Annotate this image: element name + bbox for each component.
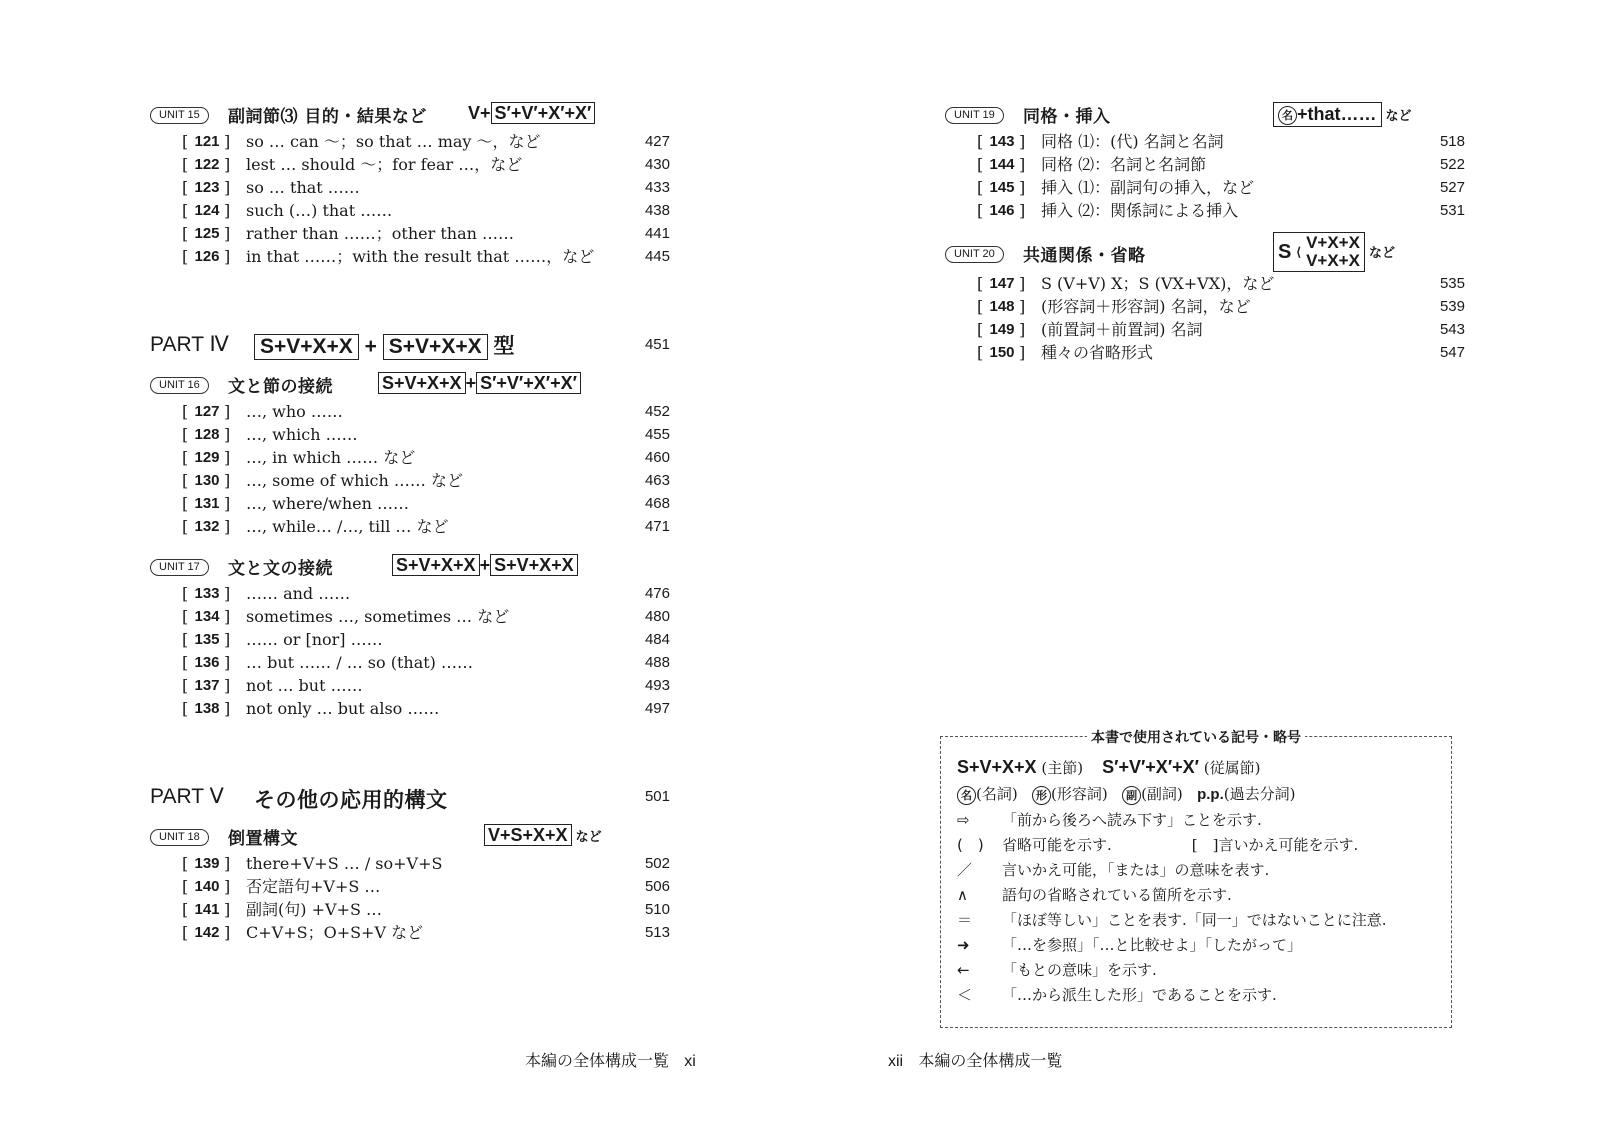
legend-title: 本書で使用されている記号・略号 [1087,727,1305,747]
list-item: [ 140 ] 否定語句+V+S … 506 [182,877,670,896]
legend-row: ⇨ 「前から後ろへ読み下す」ことを示す. [957,811,1262,829]
adjective-circle-icon: 形 [1032,786,1051,805]
slash-icon: ／ [957,861,973,879]
unit-formula [1273,102,1412,127]
legend-row: ∧ 語句の省略されている箇所を示す. [957,886,1232,904]
nado-label: など [1385,109,1412,124]
formula-box: S′+V′+X′+X′ [491,102,596,124]
list-item: [ 138 ] not only … but also …… 497 [182,699,670,718]
left-arrow-icon: ← [957,961,970,979]
list-item: [ 142 ] C+V+S；O+S+V など 513 [182,923,670,942]
unit19-entries [945,130,1465,222]
main-clause-note: (主節) [1041,759,1084,777]
list-item: [ 135 ] …… or [nor] …… 484 [182,630,670,649]
legend-row: ← 「もとの意味」を示す. [957,961,1157,979]
legend-row: ( ) 省略可能を示す. [ ]言いかえ可能を示す. [957,836,1359,854]
part-title: その他の応用的構文 [254,788,448,812]
footer-left [525,1048,696,1071]
left-column [150,100,670,944]
list-item: [ 122 ] lest … should 〜；for fear …，など 430 [182,155,670,174]
part-label: PART Ⅴ [150,785,224,808]
list-item: [ 124 ] such (…) that …… 438 [182,201,670,220]
adverb-circle-icon: 副 [1122,786,1141,805]
unit-title: 文と節の接続 [228,377,333,397]
list-item: [ 143 ] 同格 ⑴：(代) 名詞と名詞 518 [977,132,1465,151]
unit-tag: UNIT 19 [945,107,1004,124]
list-item: [ 128 ] …, which …… 455 [182,425,670,444]
subject-s: S [1278,241,1292,263]
noun-circle-icon: 名 [1278,106,1297,125]
unit-formula [484,824,602,846]
formula-box: S+V+X+X [490,554,578,576]
list-item: [ 146 ] 挿入 ⑵：関係詞による挿入 531 [977,201,1465,220]
legend-row-clauses [957,757,1260,778]
unit17-entries [150,582,670,720]
formula-suffix: 型 [493,334,515,358]
part-formula [254,330,514,360]
part-page: 501 [644,788,670,805]
unit17-header [150,552,670,582]
unit16-header [150,370,670,400]
part4-header [150,326,670,370]
list-item: [ 147 ] S (V+V) X；S (VX+VX)，など 535 [977,274,1465,293]
unit-tag: UNIT 18 [150,829,209,846]
list-item: [ 123 ] so … that …… 433 [182,178,670,197]
unit20-header [945,233,1465,272]
list-item: [ 121 ] so … can 〜；so that … may 〜，など 427 [182,132,670,151]
list-item: [ 125 ] rather than ……；other than …… 441 [182,224,670,243]
formula-line: V+X+X [1306,233,1360,252]
formula-box: S′+V′+X′+X′ [476,372,581,394]
formula-box: S+V+X+X [378,372,466,394]
list-item: [ 144 ] 同格 ⑵：名詞と名詞節 522 [977,155,1465,174]
legend-box [940,730,1452,1028]
part5-header [150,778,670,822]
legend-row: ➜ 「…を参照」「…と比較せよ」「したがって」 [957,936,1303,954]
formula-box: +that…… [1297,104,1377,124]
list-item: [ 133 ] …… and …… 476 [182,584,670,603]
parentheses-icon: ( ) [957,836,984,854]
formula-box: S+V+X+X [383,334,488,360]
part-page: 451 [644,336,670,353]
footer-right [888,1048,1062,1071]
unit-tag: UNIT 20 [945,246,1004,263]
branch-arrow-icon: ⟨ [1296,245,1302,259]
list-item: [ 137 ] not … but …… 493 [182,676,670,695]
unit-title: 倒置構文 [228,829,298,849]
footer-title: 本編の全体構成一覧 [918,1051,1063,1070]
right-column [945,100,1465,364]
list-item: [ 139 ] there+V+S … / so+V+S 502 [182,854,670,873]
formula-box: S+V+X+X [254,334,359,360]
page-number: xi [684,1053,696,1070]
unit-title: 同格・挿入 [1023,107,1111,127]
unit15-entries [150,130,670,268]
list-item: [ 129 ] …, in which …… など 460 [182,448,670,467]
page-number: xii [888,1053,904,1070]
unit16-entries [150,400,670,538]
list-item: [ 127 ] …, who …… 452 [182,402,670,421]
list-item: [ 145 ] 挿入 ⑴：副詞句の挿入，など 527 [977,178,1465,197]
equals-icon: ＝ [957,911,973,929]
brackets-icon: [ ] [1191,836,1219,854]
legend-row: ＜ 「…から派生した形」であることを示す. [957,986,1277,1004]
unit-formula [468,102,595,124]
pp-abbr: p.p. [1197,786,1224,803]
unit-formula [1273,232,1395,272]
unit-tag: UNIT 17 [150,559,209,576]
part-label: PART Ⅳ [150,333,229,356]
caret-icon: ∧ [957,886,968,904]
unit-tag: UNIT 15 [150,107,209,124]
list-item: [ 126 ] in that ……；with the result that ……，など 445 [182,247,670,266]
list-item: [ 148 ] (形容詞＋形容詞) 名詞，など 539 [977,297,1465,316]
unit-title: 副詞節⑶ 目的・結果など [228,107,427,127]
noun-circle-icon: 名 [957,786,976,805]
formula-box: S+V+X+X [392,554,480,576]
list-item: [ 136 ] … but …… / … so (that) …… 488 [182,653,670,672]
unit20-entries [945,272,1465,364]
legend-row-parts: 名 (名詞) 形 (形容詞) 副 (副詞) p.p.(過去分詞) [957,783,1295,805]
formula-plus: + [364,335,377,358]
main-clause-formula: S+V+X+X [957,757,1037,777]
list-item: [ 150 ] 種々の省略形式 547 [977,343,1465,362]
formula-prefix: V+ [468,103,491,123]
right-arrow-icon: ⇨ [957,811,970,829]
list-item: [ 149 ] (前置詞＋前置詞) 名詞 543 [977,320,1465,339]
formula-line: V+X+X [1306,251,1360,270]
unit-formula [392,554,578,576]
legend-row: ／ 言いかえ可能，「または」の意味を表す. [957,861,1270,879]
nado-label: など [575,830,602,845]
unit-title: 共通関係・省略 [1023,246,1146,266]
unit18-header [150,822,670,852]
unit19-header [945,100,1465,130]
unit-formula [378,372,581,394]
unit15-header [150,100,670,130]
unit-title: 文と文の接続 [228,559,333,579]
list-item: [ 132 ] …, while… /…, till … など 471 [182,517,670,536]
list-item: [ 131 ] …, where/when …… 468 [182,494,670,513]
list-item: [ 130 ] …, some of which …… など 463 [182,471,670,490]
nado-label: など [1368,245,1395,261]
sub-clause-formula: S′+V′+X′+X′ [1102,757,1199,777]
formula-plus: + [465,373,477,393]
sub-clause-note: (従属節) [1203,759,1261,777]
unit18-entries [150,852,670,944]
formula-box: V+S+X+X [484,824,572,846]
formula-plus: + [479,555,491,575]
list-item: [ 134 ] sometimes …, sometimes … など 480 [182,607,670,626]
legend-row: ＝ 「ほぼ等しい」ことを表す.「同一」ではないことに注意. [957,911,1387,929]
footer-title: 本編の全体構成一覧 [525,1051,670,1070]
unit-tag: UNIT 16 [150,377,209,394]
list-item: [ 141 ] 副詞(句) +V+S … 510 [182,900,670,919]
bold-arrow-icon: ➜ [957,936,970,954]
less-than-icon: ＜ [957,986,973,1004]
